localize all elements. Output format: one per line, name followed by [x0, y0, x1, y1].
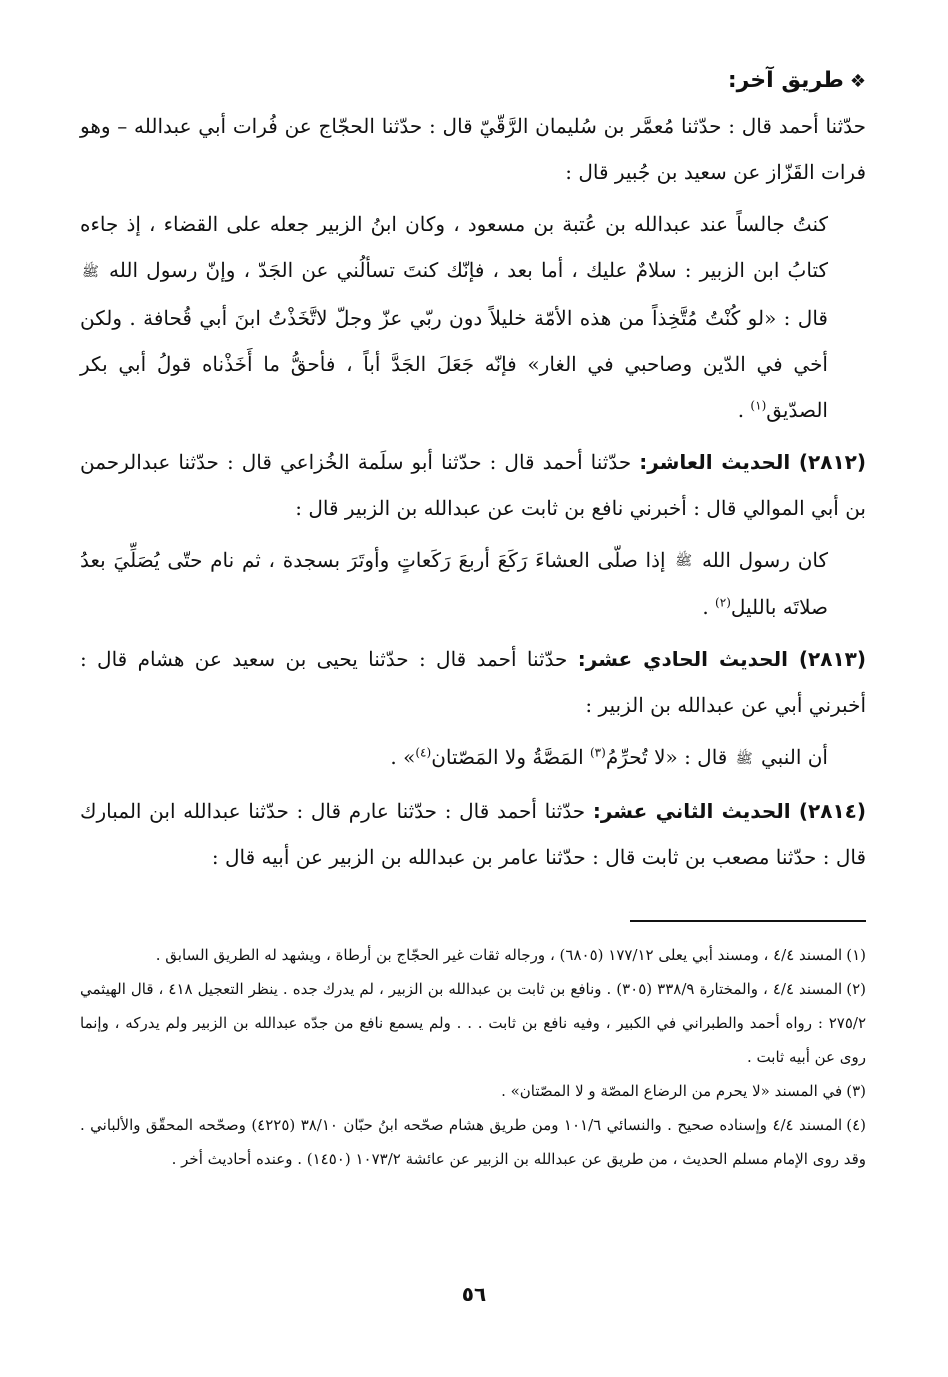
footnote-ref-1: (١) — [750, 397, 767, 412]
hadith-2812 — [80, 439, 866, 531]
hadith-2812-label: (٢٨١٢) الحديث العاشر: — [639, 449, 867, 474]
hadith-text-2a: كان رسول الله — [701, 547, 828, 572]
page-number: ٥٦ — [461, 1282, 487, 1306]
hadith-2813-label: (٢٨١٣) الحديث الحادي عشر: — [577, 647, 866, 671]
hadith-2813-isnad: حدّثنا أحمد قال : حدّثنا يحيى بن سعيد عن هشام قال : أخبرني أبي عن عبدالله بن الزبير : — [80, 647, 866, 717]
hadith-2814-isnad: حدّثنا أحمد قال : حدّثنا عارم قال : حدّثنا عبدالله ابن المبارك قال : حدّثنا مصعب بن ثابت قال : حدّثنا عامر بن عبدالله بن الزبير عن أبيه قال : — [80, 798, 866, 869]
hadith-2814-label: (٢٨١٤) الحديث الثاني عشر: — [592, 798, 867, 823]
hadith-2813 — [80, 636, 866, 728]
heading-text: طريق آخر: — [727, 68, 844, 93]
hadith-2814 — [80, 788, 866, 880]
hadith-text-1-end: . — [737, 397, 751, 422]
footnote-number: (٣) — [846, 1081, 866, 1100]
hadith-text-1a: كنتُ جالساً عند عبدالله بن عُتبة بن مسعود ، وكان ابنُ الزبير جعله على القضاء ، إذ جاءه كتابُ ابن الزبير : سلامٌ عليك ، أما بعد ، فإنّك كنتَ تسألُني عن الجَدّ ، وإنّ رسول الله — [80, 212, 828, 282]
hadith-text-3 — [80, 734, 866, 782]
section-heading — [80, 68, 866, 93]
footnotes — [80, 938, 866, 1176]
footnote-number: (٤) — [846, 1115, 866, 1134]
footnote-divider — [630, 920, 866, 922]
hadith-text-3c: المَصَّةُ ولا المَصّتان — [431, 745, 590, 769]
footnote-ref-3: (٣) — [589, 745, 606, 760]
hadith-text-2b: إذا صلّى العشاءَ رَكَعَ أربعَ رَكَعاتٍ وأوتَرَ بسجدة ، ثم نام حتّى يُصَلِّيَ بعدُ صلاتَه بالليل — [80, 547, 828, 619]
footnote-number: (١) — [846, 945, 866, 964]
footnote-ref-2: (٢) — [715, 595, 731, 610]
footnote-number: (٢) — [846, 979, 866, 998]
footnote-text: المسند ٤/٤ ، والمختارة ٣٣٨/٩ (٣٠٥) . ونافع بن ثابت بن عبدالله بن الزبير ، لم يدرك جده . ينظر التعجيل ٤١٨ ، قال الهيثمي ٢٧٥/٢ : رواه أحمد والطبراني في الكبير ، وفيه نافع بن ثابت . . . ولم يسمع نافع من جدّه عبدالله بن الزبير ولم يدركه ، وإنما روى عن أبيه ثابت . — [80, 979, 866, 1066]
hadith-text-3b: قال : «لا تُحرِّمُ — [605, 745, 728, 769]
footnote-text: المسند ٤/٤ وإسناده صحيح . والنسائي ١٠١/٦ ومن طريق هشام صحّحه ابنُ حبّان ٣٨/١٠ (٤٢٢٥) وصحّحه المحقّق والألباني . وقد روى الإمام مسلم الحديث ، من طريق عن عبدالله بن الزبير عن عائشة ١٠٧٣/٢ (١٤٥٠) . وعنده أحاديث أخر . — [80, 1115, 866, 1168]
footnote-ref-4: (٤) — [415, 745, 432, 760]
salutation-icon: ﷺ — [82, 263, 99, 280]
hadith-text-3-end: » . — [390, 745, 416, 769]
footnote-4 — [80, 1108, 866, 1176]
footnote-3 — [80, 1074, 866, 1108]
isnad-paragraph-1: حدّثنا أحمد قال : حدّثنا مُعمَّر بن سُليمان الرَّقّيّ قال : حدّثنا الحجّاج عن فُرات أبي عبدالله – وهو فرات القَزّاز عن سعيد بن جُبير قال : — [80, 114, 866, 184]
salutation-icon: ﷺ — [675, 553, 693, 569]
hadith-text-2-end: . — [702, 595, 716, 619]
hadith-text-1 — [80, 201, 866, 433]
salutation-icon: ﷺ — [735, 750, 753, 767]
footnote-text: المسند ٤/٤ ، ومسند أبي يعلى ١٧٧/١٢ (٦٨٠٥) ، ورجاله ثقات غير الحجّاج بن أرطاة ، ويشهد له الطريق السابق . — [155, 945, 843, 964]
diamond-bullet-icon: ❖ — [849, 71, 866, 92]
footnote-1 — [80, 938, 866, 972]
hadith-2812-isnad: حدّثنا أحمد قال : حدّثنا أبو سلَمة الخُزاعي قال : حدّثنا عبدالرحمن بن أبي الموالي قال : أخبرني نافع بن ثابت عن عبدالله بن الزبير قال : — [80, 449, 866, 520]
hadith-text-3a: أن النبي — [761, 745, 828, 769]
footnote-text: في المسند «لا يحرم من الرضاع المصّة و لا المصّتان» . — [501, 1081, 843, 1100]
hadith-text-1b: قال : «لو كُنْتُ مُتَّخِذاً من هذه الأمّة خليلاً دون ربّي عزّ وجلّ لاتَّخَذْتُ ابنَ أبي قُحافة . ولكن أخي في الدّين وصاحبي في الغار» فإنّه جَعَلَ الجَدَّ أباً ، فأحقُّ ما أَخَذْناه قولُ أبي بكر الصدّيق — [80, 305, 828, 422]
footnote-2 — [80, 972, 866, 1074]
hadith-text-2 — [80, 537, 866, 631]
